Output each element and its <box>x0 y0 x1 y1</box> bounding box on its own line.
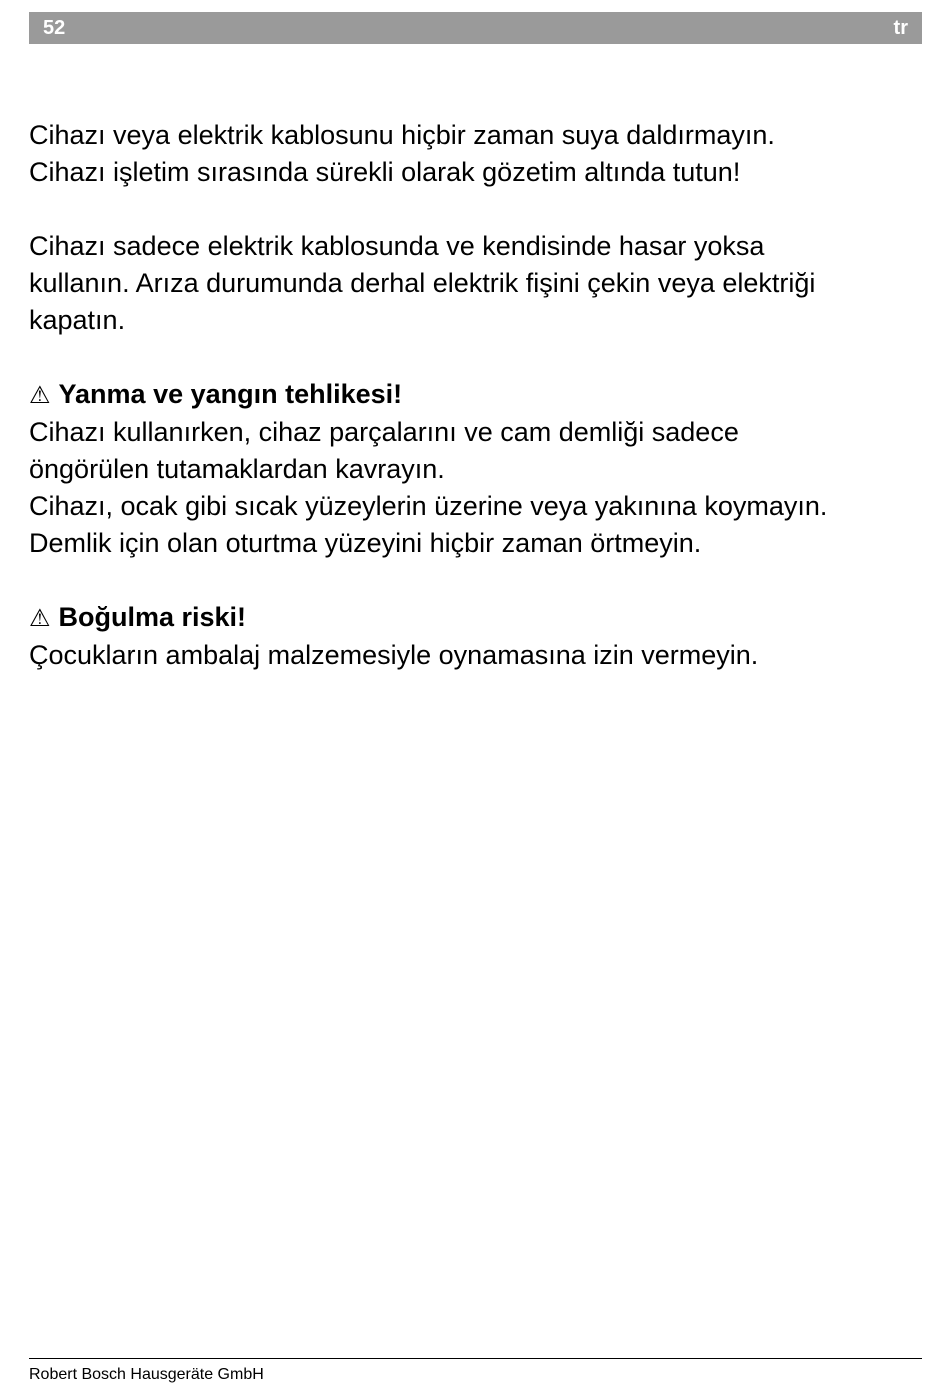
footer-divider <box>29 1358 922 1359</box>
section-water-warning <box>29 117 922 191</box>
paragraph-line: Cihazı kullanırken, cihaz parçalarını ve cam demliği sadece <box>29 417 739 447</box>
paragraph-line: Çocukların ambalaj malzemesiyle oynamasına izin vermeyin. <box>29 640 759 670</box>
page-content <box>29 117 922 711</box>
section-burn-fire-hazard <box>29 376 922 562</box>
section-suffocation-risk <box>29 599 922 674</box>
section-heading <box>29 599 922 637</box>
paragraph-line: kullanın. Arıza durumunda derhal elektrik fişini çekin veya elektriği <box>29 268 816 298</box>
paragraph-line: kapatın. <box>29 305 126 335</box>
page-header-bar <box>29 12 922 44</box>
heading-text: Yanma ve yangın tehlikesi! <box>58 379 403 409</box>
heading-text: Boğulma riski! <box>58 602 247 632</box>
paragraph-line: Demlik için olan oturtma yüzeyini hiçbir zaman örtmeyin. <box>29 528 702 558</box>
section-damage-warning <box>29 228 922 339</box>
footer-company: Robert Bosch Hausgeräte GmbH <box>29 1366 264 1383</box>
paragraph-line: öngörülen tutamaklardan kavrayın. <box>29 454 445 484</box>
paragraph-line: Cihazı, ocak gibi sıcak yüzeylerin üzerine veya yakınına koymayın. <box>29 491 828 521</box>
paragraph-line: Cihazı veya elektrik kablosunu hiçbir zaman suya daldırmayın. <box>29 120 775 150</box>
page-number: 52 <box>43 17 66 39</box>
section-heading <box>29 376 922 414</box>
warning-triangle-icon: ⚠ <box>29 381 51 409</box>
paragraph-line: Cihazı işletim sırasında sürekli olarak gözetim altında tutun! <box>29 157 741 187</box>
language-code: tr <box>893 17 908 39</box>
paragraph-line: Cihazı sadece elektrik kablosunda ve kendisinde hasar yoksa <box>29 231 765 261</box>
warning-triangle-icon: ⚠ <box>29 604 51 632</box>
